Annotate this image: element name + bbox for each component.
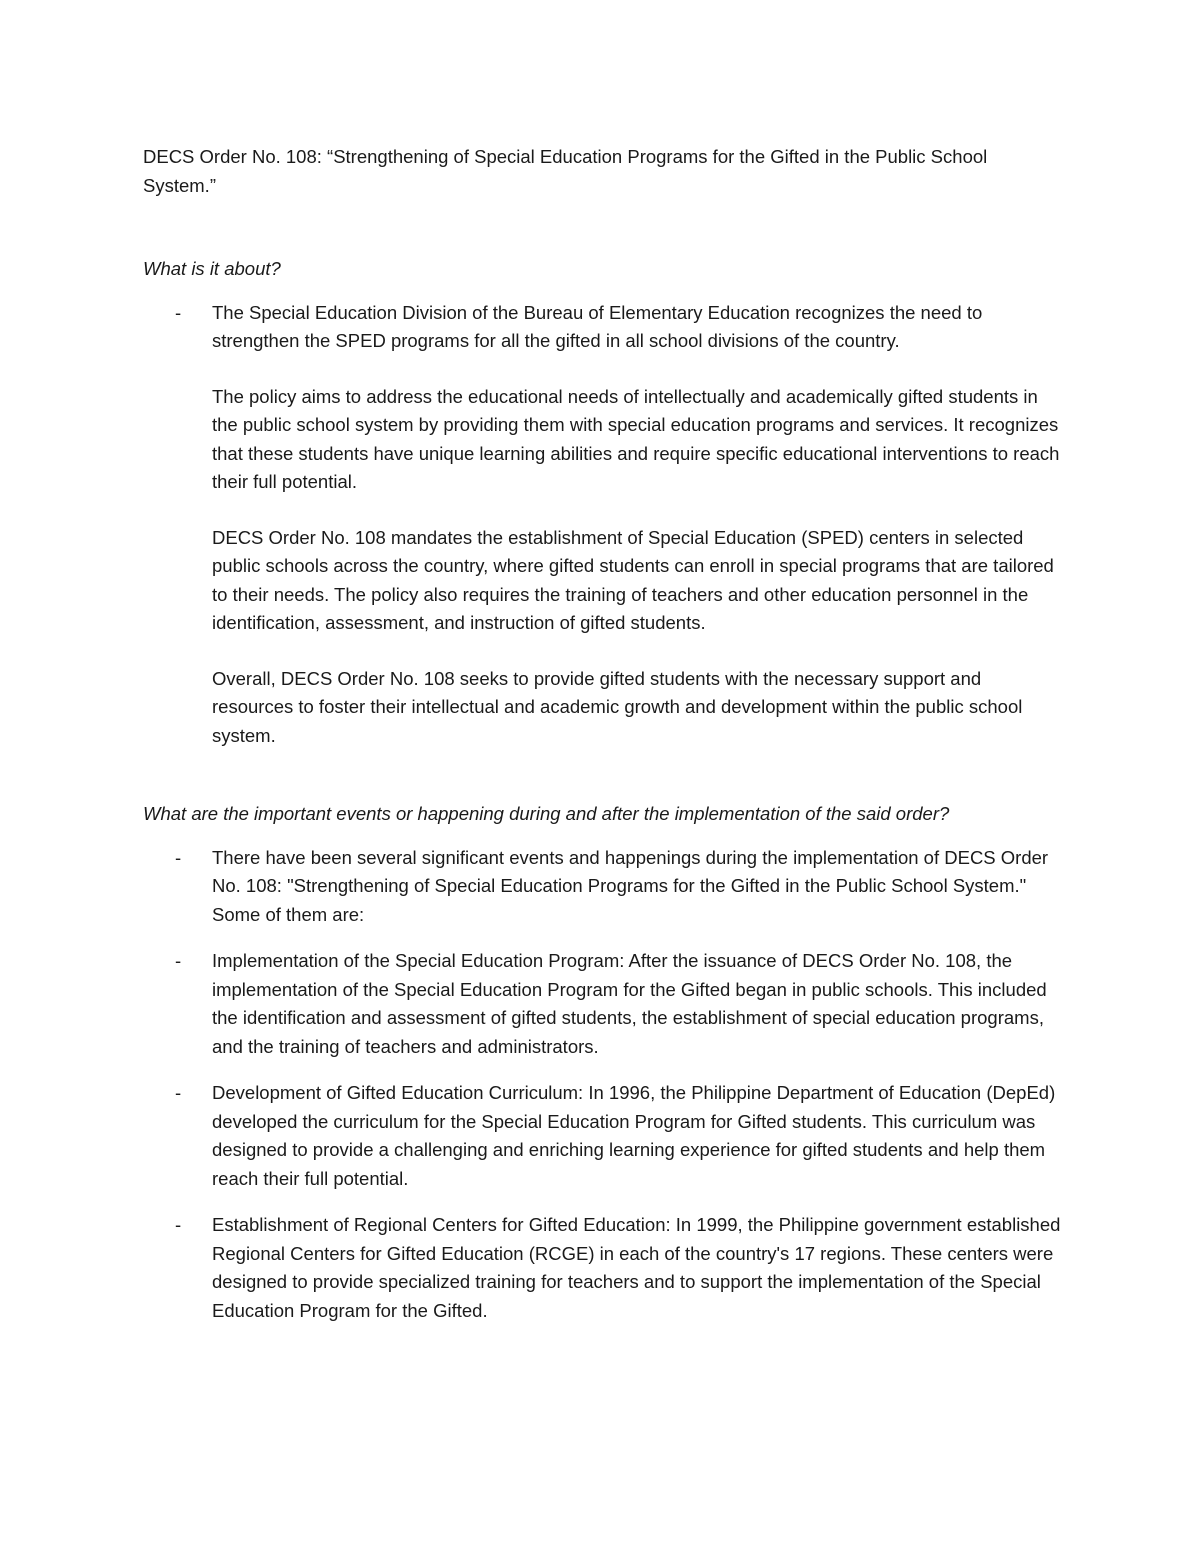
paragraph: Establishment of Regional Centers for Gifted Education: In 1999, the Philippine government established Regional Centers for Gifted Education (RCGE) in each of the country's 17 regions. These centers were designed to provide specialized training for teachers and to support the implementation of the Special Education Program for the Gifted. xyxy=(212,1214,1061,1321)
bullet-dash: - xyxy=(175,950,182,971)
paragraph: DECS Order No. 108 mandates the establishment of Special Education (SPED) centers in selected public schools across the country, where gifted students can enroll in special programs that are tailored to their needs. The policy also requires the training of teachers and other education personnel in the identification, assessment, and instruction of gifted students. xyxy=(212,526,1054,633)
bullet-dash: - xyxy=(175,846,182,868)
paragraph: There have been several significant events and happenings during the implementation of DECS Order No. 108: "Strengthening of Special Education Programs for the Gifted in the Public School System." Some of them are: xyxy=(212,846,1049,925)
bullet-dash: - xyxy=(175,301,182,323)
list-item xyxy=(143,844,1060,930)
paragraph: Development of Gifted Education Curriculum: In 1996, the Philippine Department of Education (DepEd) developed the curriculum for the Special Education Program for Gifted students. This curriculum was designed to provide a challenging and enriching learning experience for gifted students and help them reach their full potential. xyxy=(212,1082,1056,1189)
paragraph: Implementation of the Special Education Program: After the issuance of DECS Order No. 108, the implementation of the Special Education Program for the Gifted began in public schools. This included the identification and assessment of gifted students, the establishment of special education programs, and the training of teachers and administrators. xyxy=(212,950,1047,1057)
list-item xyxy=(143,1211,1060,1325)
paragraph: The Special Education Division of the Bureau of Elementary Education recognizes the need to strengthen the SPED programs for all the gifted in all school divisions of the country. xyxy=(212,301,983,351)
section2-list xyxy=(143,844,1060,1326)
list-item xyxy=(143,1079,1060,1193)
section1-list xyxy=(143,299,1060,751)
document-title: DECS Order No. 108: “Strengthening of Special Education Programs for the Gifted in the Public School System.” xyxy=(143,146,988,196)
list-item xyxy=(143,299,1060,751)
question-what-is-it-about: What is it about? xyxy=(143,258,281,279)
paragraph: Overall, DECS Order No. 108 seeks to provide gifted students with the necessary support and resources to foster their intellectual and academic growth and development within the public school system. xyxy=(212,667,1023,746)
list-item xyxy=(143,947,1060,1061)
bullet-dash: - xyxy=(175,1214,182,1235)
question-important-events: What are the important events or happening during and after the implementation of the said order? xyxy=(143,803,950,824)
paragraph: The policy aims to address the educational needs of intellectually and academically gifted students in the public school system by providing them with special education programs and services. It recognizes that these students have unique learning abilities and require specific educational interventions to reach their full potential. xyxy=(212,385,1060,492)
bullet-dash: - xyxy=(175,1082,182,1103)
